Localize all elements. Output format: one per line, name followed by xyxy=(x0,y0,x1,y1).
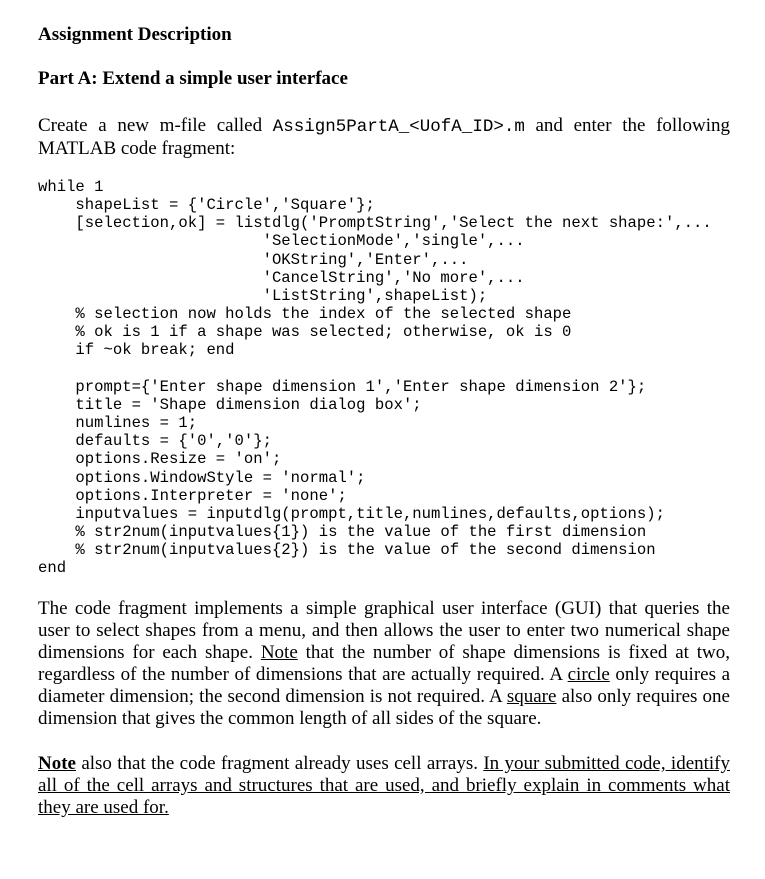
intro-text-before: Create a new m-file called xyxy=(38,115,273,136)
code-line: title = 'Shape dimension dialog box'; xyxy=(38,395,422,414)
code-line: prompt={'Enter shape dimension 1','Enter shape dimension 2'}; xyxy=(38,377,647,396)
document-title: Assignment Description xyxy=(38,24,232,45)
code-line: % selection now holds the index of the selected shape xyxy=(38,305,572,324)
code-line: options.Interpreter = 'none'; xyxy=(38,486,347,505)
square-term: square xyxy=(506,686,557,707)
code-line: numlines = 1; xyxy=(38,414,198,433)
code-line: 'SelectionMode','single',... xyxy=(38,232,525,251)
code-line: options.Resize = 'on'; xyxy=(38,450,282,469)
code-block xyxy=(38,178,712,577)
code-line: inputvalues = inputdlg(prompt,title,numlines,defaults,options); xyxy=(38,504,665,523)
code-line: if ~ok break; end xyxy=(38,341,235,360)
code-line: while 1 xyxy=(38,178,104,196)
intro-text-after: and enter the following MATLAB code fragment: xyxy=(38,115,730,159)
cell-arrays-note-paragraph: Note also that the code fragment already uses cell arrays. In your submitted code, identify all of the cell arrays and structures that are used, and briefly explain in comments what they are used for. xyxy=(38,753,731,818)
note-label-bold: Note xyxy=(38,753,76,774)
code-line: defaults = {'0','0'}; xyxy=(38,432,272,451)
intro-paragraph xyxy=(38,115,730,160)
code-line: 'ListString',shapeList); xyxy=(38,286,488,305)
part-a-heading: Part A: Extend a simple user interface xyxy=(38,68,348,89)
code-line: shapeList = {'Circle','Square'}; xyxy=(38,196,375,215)
code-line: [selection,ok] = listdlg('PromptString','Select the next shape:',... xyxy=(38,214,712,233)
code-line: 'CancelString','No more',... xyxy=(38,268,525,287)
code-line: % ok is 1 if a shape was selected; otherwise, ok is 0 xyxy=(38,323,572,342)
gui-description-paragraph: The code fragment implements a simple graphical user interface (GUI) that queries the user to select shapes from a menu, and then allows the user to enter two numerical shape dimensions for each shape. Note that the number of shape dimensions is fixed at two, regardless of the number of dimensions that are actually required. A circle only requires a diameter dimension; the second dimension is not required. A square also only requires one dimension that gives the common length of all sides of the square. xyxy=(38,598,731,729)
filename: Assign5PartA_<UofA_ID>.m xyxy=(272,117,525,137)
code-line: 'OKString','Enter',... xyxy=(38,250,469,269)
code-line: % str2num(inputvalues{1}) is the value of the first dimension xyxy=(38,522,647,541)
requirement-text: In your submitted code, identify all of the cell arrays and structures that are used, and briefly explain in comments what they are used for. xyxy=(38,753,731,818)
code-line: % str2num(inputvalues{2}) is the value of the second dimension xyxy=(38,541,656,560)
code-line: options.WindowStyle = 'normal'; xyxy=(38,468,366,487)
note-label: Note xyxy=(260,642,298,663)
circle-term: circle xyxy=(567,664,610,685)
code-line: end xyxy=(38,559,67,578)
